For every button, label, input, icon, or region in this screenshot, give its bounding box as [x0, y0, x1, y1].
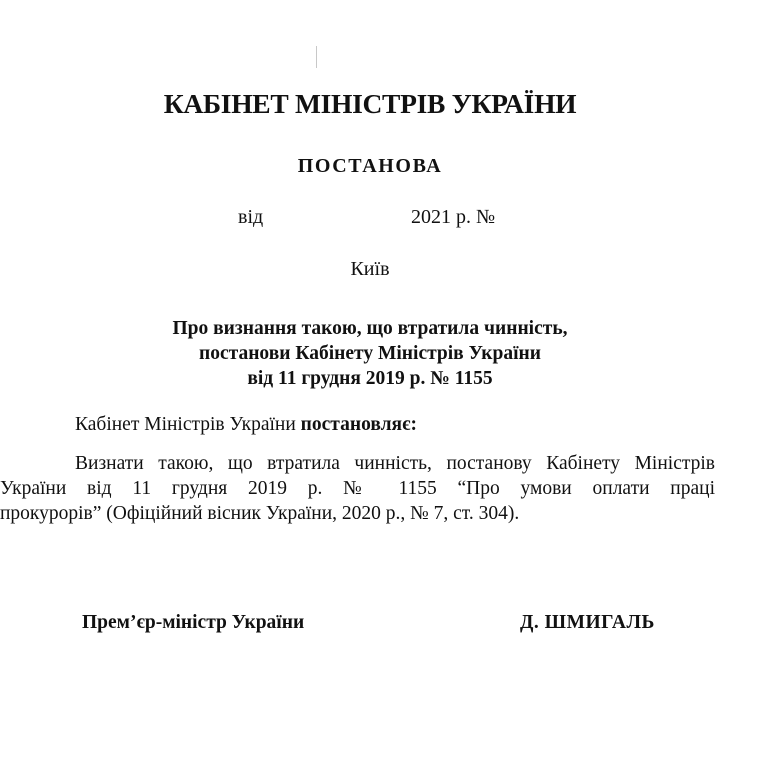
document-type-heading: ПОСТАНОВА: [297, 155, 443, 177]
body-line-1: Визнати такою, що втратила чинність, постанову Кабінету Міністрів: [75, 453, 715, 474]
signatory-name: Д. ШМИГАЛЬ: [520, 612, 655, 633]
date-year-number: 2021 р. №: [411, 206, 496, 228]
resolution-body: [0, 451, 715, 526]
city-name: Київ: [350, 258, 390, 280]
body-line-3: прокурорів” (Офіційний вісник України, 2020 р., № 7, ст. 304).: [0, 503, 520, 524]
issuing-authority-heading: КАБІНЕТ МІНІСТРІВ УКРАЇНИ: [163, 88, 577, 119]
body-line-2: України від 11 грудня 2019 р. № 1155 “Про умови оплати праці: [0, 478, 715, 499]
title-line-2: постанови Кабінету Міністрів України: [198, 343, 542, 364]
preamble: [75, 414, 417, 436]
title-line-1: Про визнання такою, що втратила чинність,: [172, 318, 568, 339]
signatory-position: Прем’єр-міністр України: [82, 612, 305, 633]
preamble-text: Кабінет Міністрів України: [75, 414, 301, 435]
resolution-title: [0, 316, 740, 391]
scan-artifact-mark: [316, 46, 317, 68]
title-line-3: від 11 грудня 2019 р. № 1155: [247, 368, 493, 389]
date-line: [0, 206, 768, 232]
preamble-verb: постановляє:: [300, 414, 418, 435]
date-from-label: від: [238, 206, 264, 228]
